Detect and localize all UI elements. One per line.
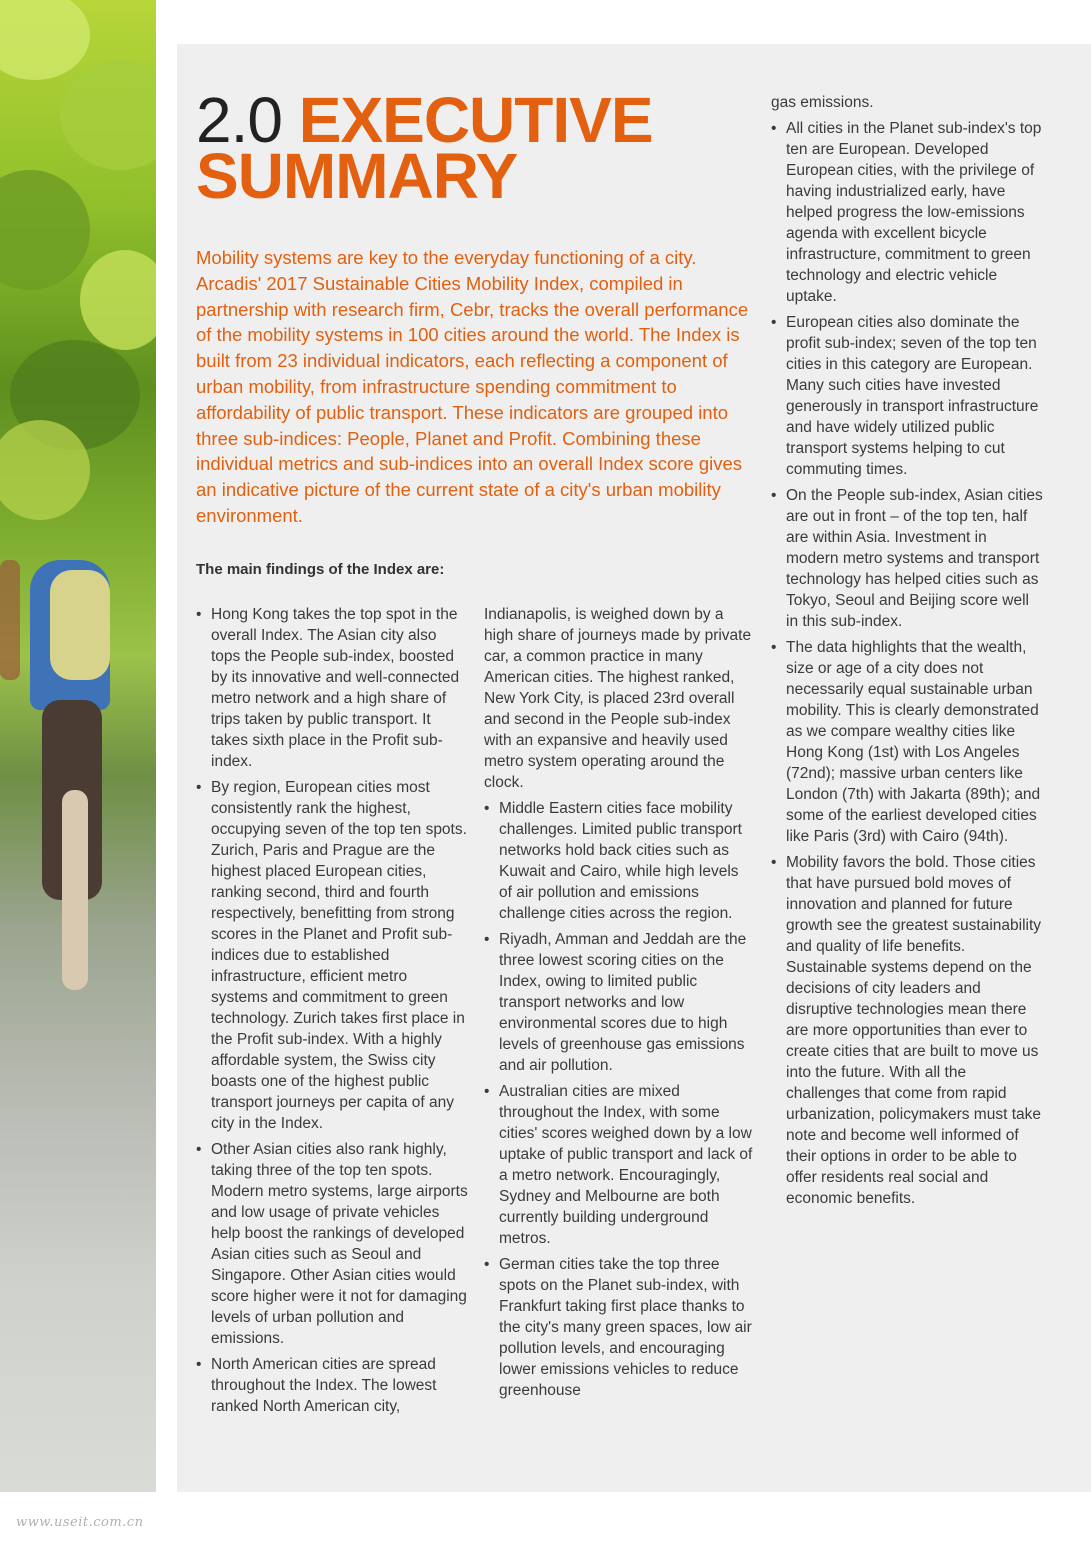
findings-heading: The main findings of the Index are: xyxy=(196,561,445,578)
findings-column-1 xyxy=(196,604,468,1422)
section-number: 2.0 xyxy=(196,84,282,156)
finding-item: • Riyadh, Amman and Jeddah are the three lowest scoring cities on the Index, owing to limited public transport networks and low environmental scores due to high levels of greenhouse gas emissions and air pollution. xyxy=(484,931,747,1074)
finding-item: • Middle Eastern cities face mobility challenges. Limited public transport networks hold back cities such as Kuwait and Cairo, while high levels of air pollution and emissions challenge cities across the region. xyxy=(484,800,742,922)
finding-item: • By region, European cities most consistently rank the highest, occupying seven of the top ten spots. Zurich, Paris and Prague are the highest placed European cities, ranking second, third and fourth respectively, benefitting from strong scores in the Planet and Profit sub-indices due to established infrastructure, efficient metro systems and commitment to green technology. Zurich takes first place in the Profit sub-index. With a highly affordable system, the Swiss city boasts one of the highest public transport journeys per capita of any city in the Index. xyxy=(196,779,467,1132)
finding-item: • Mobility favors the bold. Those cities that have pursued bold moves of innovation and planned for future growth see the greatest sustainability and quality of life benefits. Sustainable systems depend on the decisions of city leaders and disruptive technologies mean there are more opportunities than ever to create cities that are built to move us into the future. With all the challenges that come from rapid urbanization, policymakers must take note and become well informed of their options in order to be able to offer residents real social and economic benefits. xyxy=(771,854,1042,1207)
finding-item: • German cities take the top three spots on the Planet sub-index, with Frankfurt taking first place thanks to the city's many green spaces, low air pollution levels, and encouraging lower emissions vehicles to reduce greenhouse xyxy=(484,1256,752,1399)
watermark: www.useit.com.cn xyxy=(16,1515,144,1530)
cyclist-photo xyxy=(0,0,156,1492)
page-title xyxy=(196,84,653,212)
findings-column-2 xyxy=(484,604,754,1406)
title-line-1: EXECUTIVE xyxy=(298,84,653,156)
finding-item: • Hong Kong takes the top spot in the overall Index. The Asian city also tops the People sub-index, boosted by its innovative and well-connected metro network and a high share of trips taken by public transport. It takes sixth place in the Profit sub-index. xyxy=(196,606,460,770)
finding-item: • North American cities are spread throughout the Index. The lowest ranked North American city, xyxy=(196,1356,437,1415)
finding-item: • All cities in the Planet sub-index's top ten are European. Developed European cities, with the privilege of having industrialized early, have helped progress the low-emissions agenda with excellent bicycle infrastructure, commitment to green technology and electric vehicle uptake. xyxy=(771,120,1042,305)
title-line-2: SUMMARY xyxy=(196,140,518,212)
intro-paragraph: Mobility systems are key to the everyday functioning of a city. Arcadis' 2017 Sustainable Cities Mobility Index, compiled in partnership with research firm, Cebr, tracks the overall performance of the mobility systems in 100 cities around the world. The Index is built from 23 individual indicators, each reflecting a component of urban mobility, from infrastructure spending commitment to affordability of public transport. These indicators are grouped into three sub-indices: People, Planet and Profit. Combining these individual metrics and sub-indices into an overall Index score gives an indicative picture of the current state of a city's urban mobility environment. xyxy=(196,247,749,526)
finding-continuation: Indianapolis, is weighed down by a high share of journeys made by private car, a common practice in many American cities. The highest ranked, New York City, is placed 23rd overall and second in the People sub-index with an expansive and heavily used metro system operating around the clock. xyxy=(484,606,752,791)
finding-item: • Other Asian cities also rank highly, taking three of the top ten spots. Modern metro systems, large airports and low usage of private vehicles help boost the rankings of developed Asian cities such as Seoul and Singapore. Other Asian cities would score higher were it not for damaging levels of urban pollution and emissions. xyxy=(196,1141,468,1347)
finding-continuation: gas emissions. xyxy=(771,94,874,111)
finding-item: • The data highlights that the wealth, size or age of a city does not necessarily equal sustainable urban mobility. This is clearly demonstrated as we compare wealthy cities like Hong Kong (1st) with Los Angeles (72nd); massive urban centers like London (7th) with Jakarta (89th); and some of the earliest developed cities like Paris (3rd) with Cairo (94th). xyxy=(771,639,1041,845)
finding-item: • Australian cities are mixed throughout the Index, with some cities' scores weighed down by a low uptake of public transport and lack of a metro network. Encouragingly, Sydney and Melbourne are both currently building underground metros. xyxy=(484,1083,753,1247)
findings-column-3 xyxy=(771,92,1043,1214)
finding-item: • On the People sub-index, Asian cities are out in front – of the top ten, half are within Asia. Investment in modern metro systems and transport technology has helped cities such as Tokyo, Seoul and Beijing score well in this sub-index. xyxy=(771,487,1043,630)
finding-item: • European cities also dominate the profit sub-index; seven of the top ten cities in this category are European. Many such cities have invested generously in transport infrastructure and have widely utilized public transport systems helping to cut commuting times. xyxy=(771,314,1039,478)
